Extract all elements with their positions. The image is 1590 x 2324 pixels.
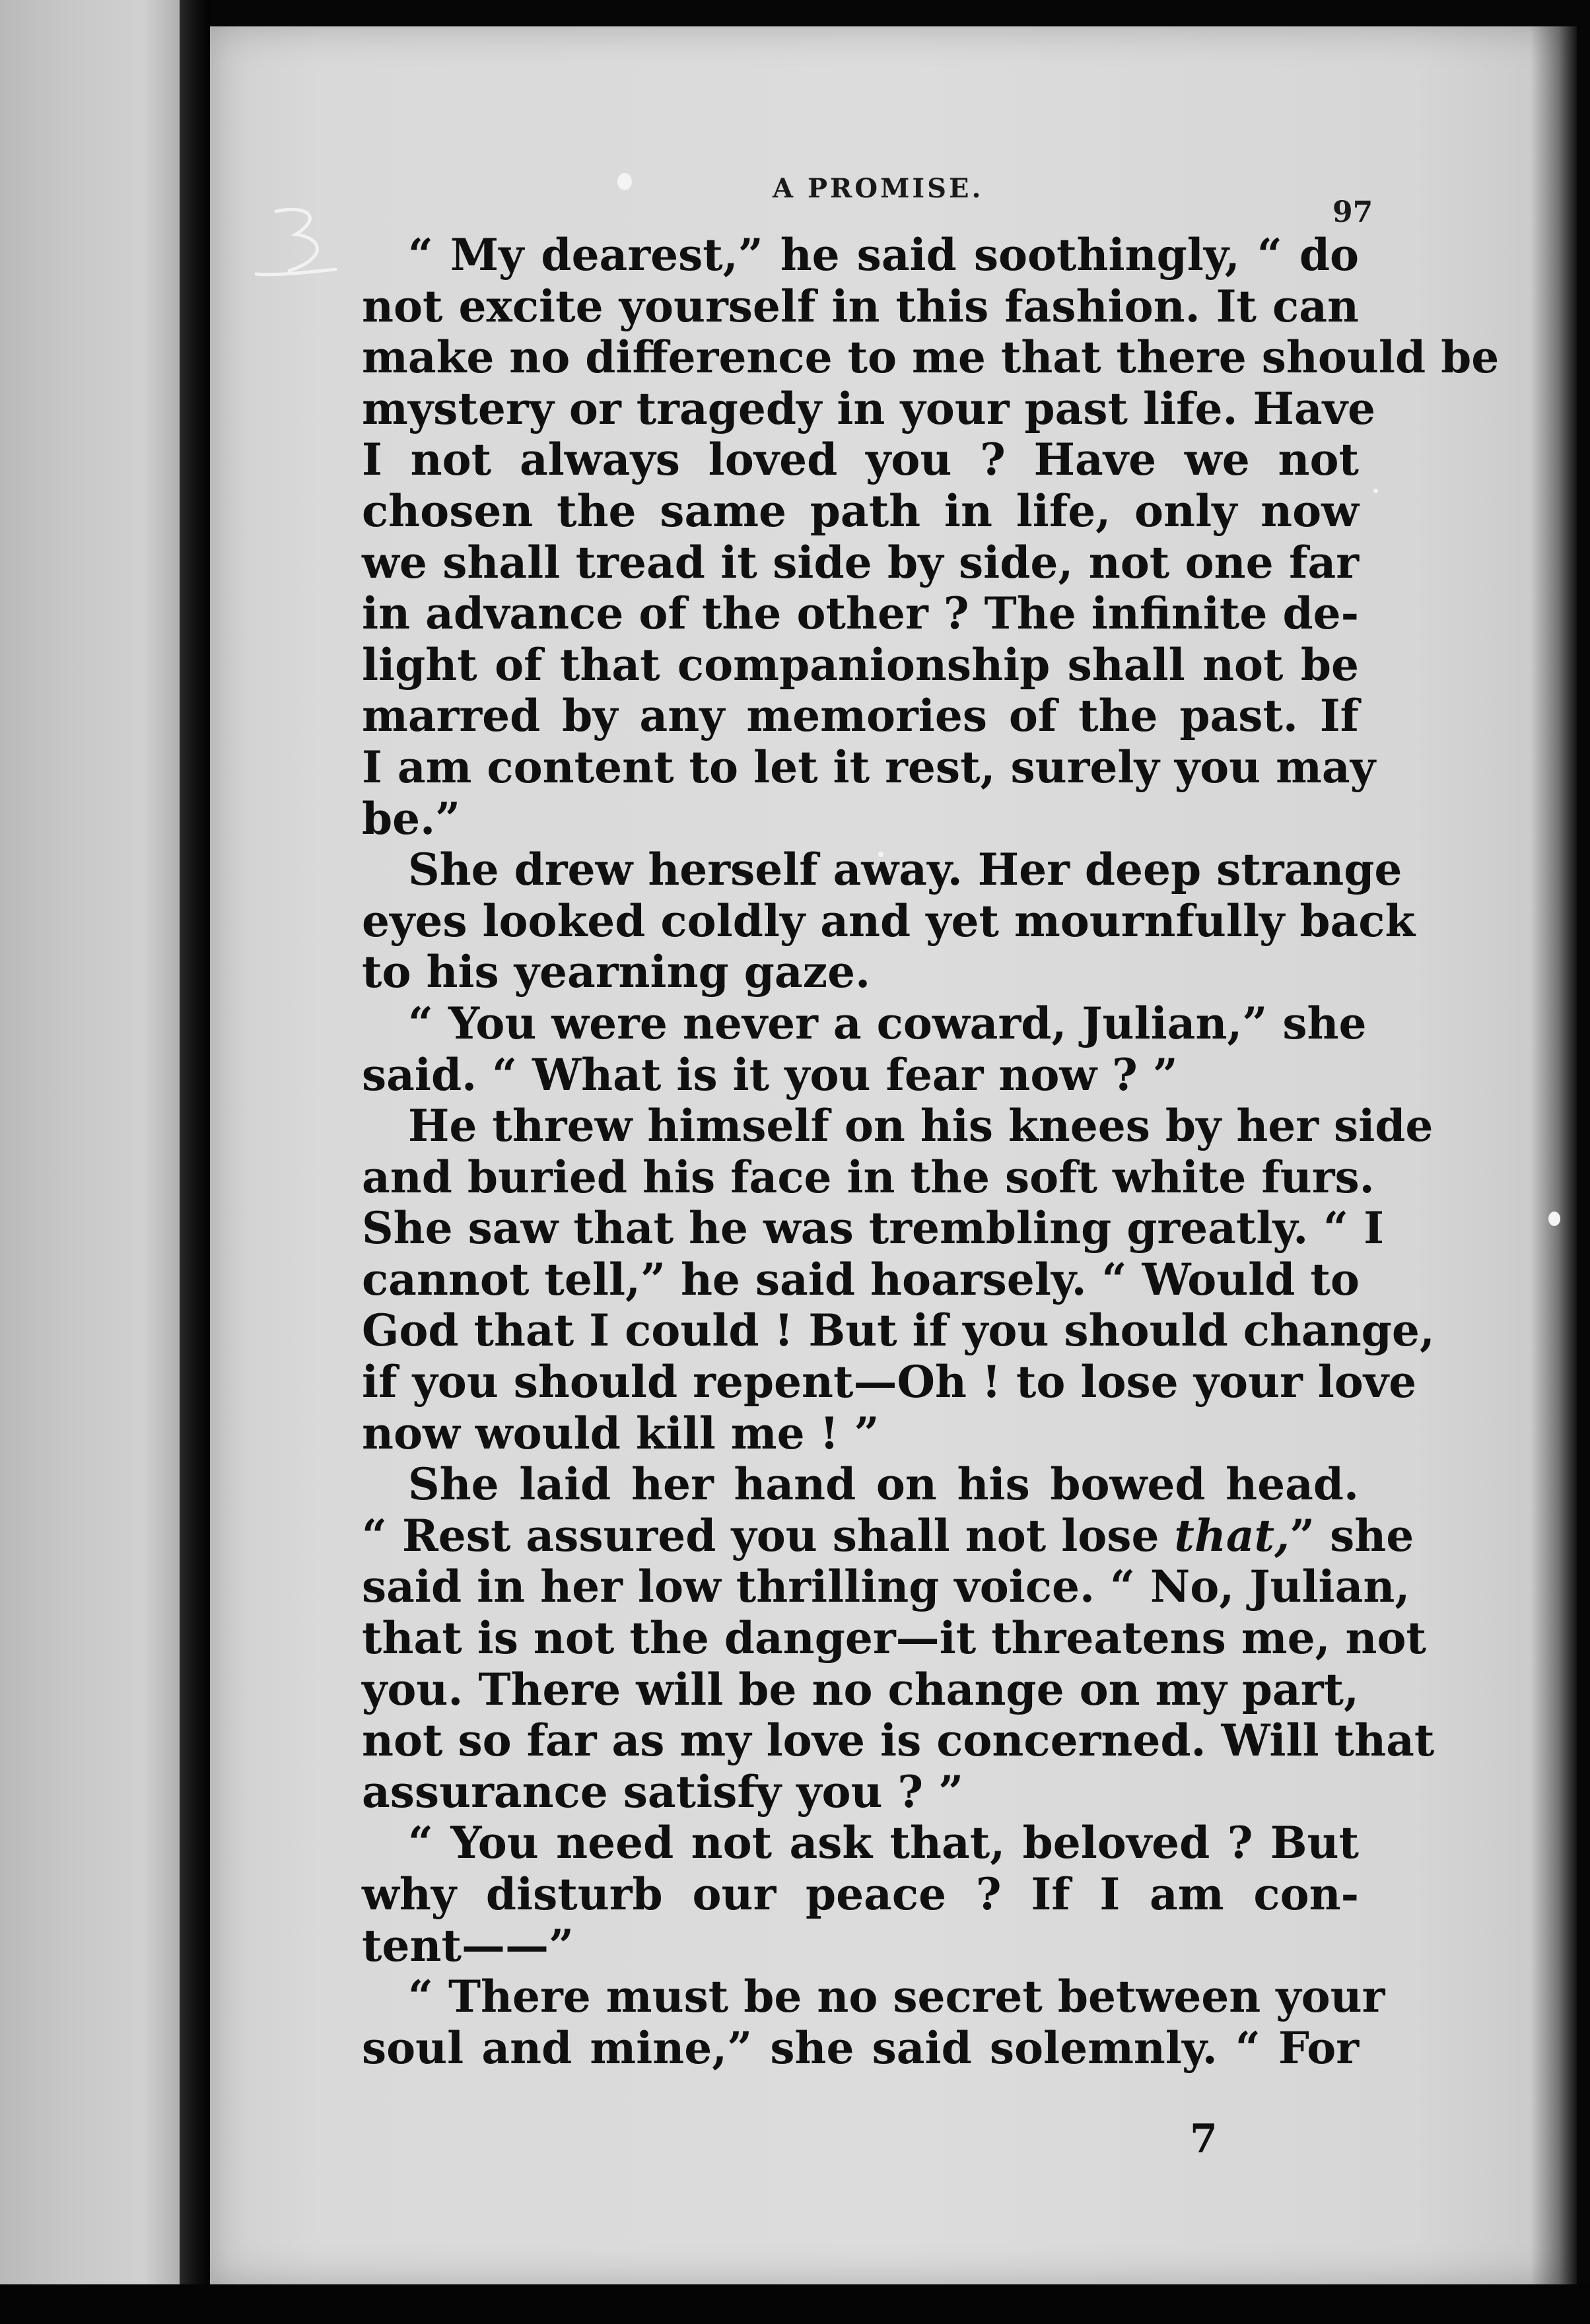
text-line: assurance satisfy you ? ” [362,1765,964,1818]
page-edge-shadow [1531,26,1577,2284]
text-line: and buried his face in the soft white furs. [362,1151,1375,1203]
text-line: She saw that he was trembling greatly. “ I [362,1202,1384,1254]
gutter-shadow [180,0,210,2324]
scan-speck [1548,1212,1560,1226]
text-line: light of that companionship shall not be [362,638,1359,691]
text-line: She laid her hand on his bowed head. [408,1458,1359,1511]
text-line: I am content to let it rest, surely you may [362,741,1376,793]
text-line: marred by any memories of the past. If [362,690,1359,742]
scan-speck [1373,489,1378,493]
text-line: said in her low thrilling voice. “ No, Julian, [362,1561,1410,1613]
text-line: make no difference to me that there should be [362,331,1500,384]
text-line: that is not the danger—it threatens me, not [362,1612,1427,1664]
body-text [362,229,1500,2074]
text-line: “ You were never a coward, Julian,” she [408,997,1367,1049]
signature-mark: 7 [1190,2116,1218,2162]
facing-page [0,0,180,2324]
text-line: you. There will be no change on my part, [362,1663,1359,1715]
text-line: “ There must be no secret between your [408,1971,1385,2023]
text-line: in advance of the other ? The infinite de- [362,588,1359,640]
text-line: said. “ What is it you fear now ? ” [362,1048,1178,1101]
text-line: cannot tell,” he said hoarsely. “ Would to [362,1253,1360,1305]
text-line: not excite yourself in this fashion. It can [362,280,1359,332]
text-line: if you should repent—Oh ! to lose your love [362,1356,1417,1408]
scan-border [0,2284,1590,2324]
text-line: mystery or tragedy in your past life. Have [362,382,1375,434]
text-line: not so far as my love is concerned. Will that [362,1715,1435,1767]
text-line: be.” [362,792,461,844]
text-line: I not always loved you ? Have we not [362,434,1359,486]
text-line: we shall tread it side by side, not one far [362,536,1359,588]
page-number: 97 [1332,195,1373,229]
text-line: soul and mine,” she said solemnly. “ For [362,2022,1359,2074]
text-line: eyes looked coldly and yet mournfully back [362,895,1416,947]
text-line: She drew herself away. Her deep strange [408,844,1402,896]
text-line: God that I could ! But if you should change, [362,1305,1435,1357]
text-line: He threw himself on his knees by her side [408,1100,1434,1152]
text-line: “ Rest assured you shall not lose that,” she [362,1509,1414,1561]
text-line: tent——” [362,1919,574,1971]
text-line: why disturb our peace ? If I am con- [362,1868,1359,1920]
text-line: “ You need not ask that, beloved ? But [408,1817,1359,1869]
running-head: A PROMISE. [773,173,984,204]
text-line: now would kill me ! ” [362,1407,880,1459]
text-line: to his yearning gaze. [362,946,871,998]
text-line: “ My dearest,” he said soothingly, “ do [408,229,1359,281]
margin-scribble [250,198,355,290]
text-line: chosen the same path in life, only now [362,485,1359,537]
scan-speck [617,173,632,190]
